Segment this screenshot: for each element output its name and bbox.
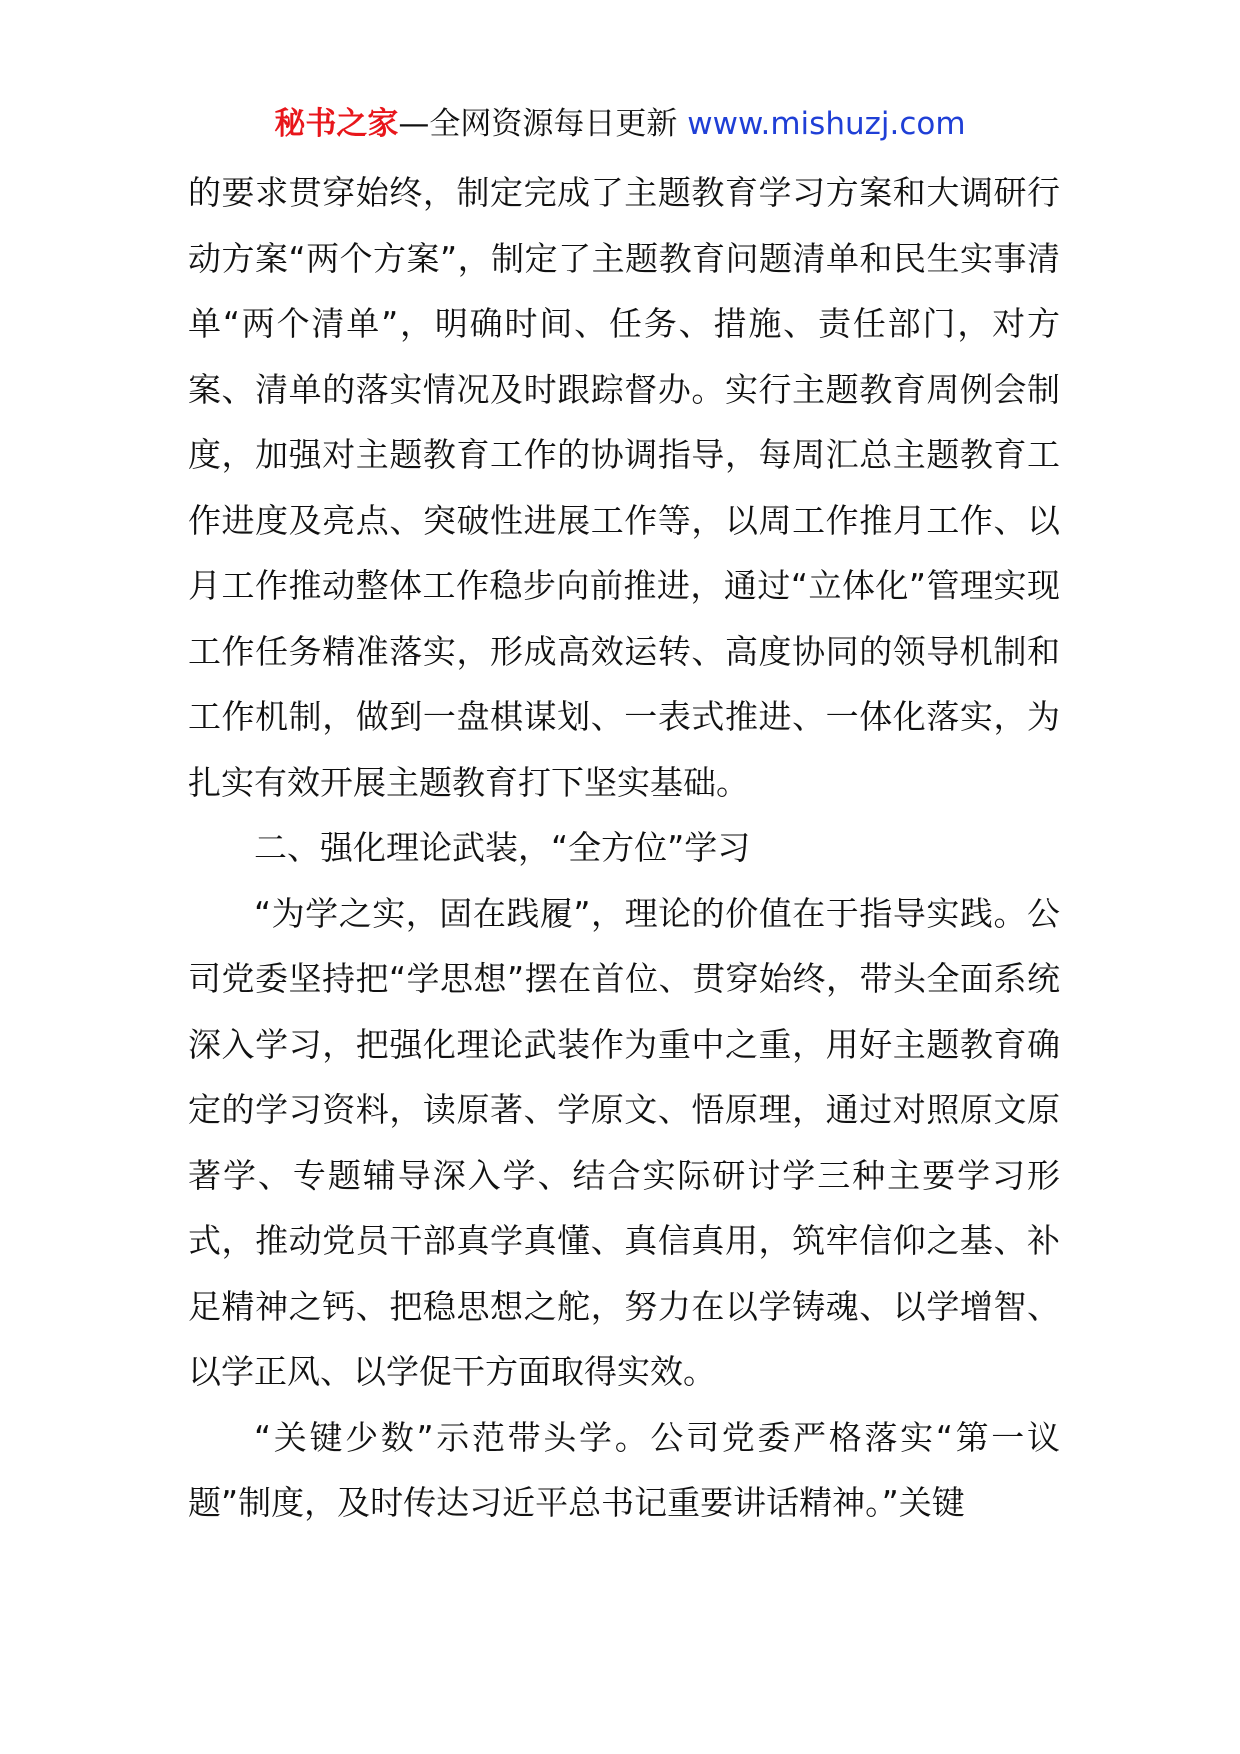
site-brand: 秘书之家 <box>274 106 399 142</box>
site-tagline: —全网资源每日更新 <box>398 106 678 142</box>
document-body <box>188 160 1060 1536</box>
body-paragraph-1: 的要求贯穿始终，制定完成了主题教育学习方案和大调研行动方案“两个方案”，制定了主题教育问题清单和民生实事清单“两个清单”，明确时间、任务、措施、责任部门，对方案、清单的落实情况及时跟踪督办。实行主题教育周例会制度，加强对主题教育工作的协调指导，每周汇总主题教育工作进度及亮点、突破性进展工作等，以周工作推月工作、以月工作推动整体工作稳步向前推进，通过“立体化”管理实现工作任务精准落实，形成高效运转、高度协同的领导机制和工作机制，做到一盘棋谋划、一表式推进、一体化落实，为扎实有效开展主题教育打下坚实基础。 <box>188 173 1060 802</box>
page-header <box>0 102 1240 146</box>
body-paragraph-3: “关键少数”示范带头学。公司党委严格落实“第一议题”制度，及时传达习近平总书记重要讲话精神。”关键 <box>188 1417 1060 1522</box>
section-heading: 二、强化理论武装，“全方位”学习 <box>254 828 751 867</box>
site-url-link[interactable]: www.mishuzj.com <box>687 106 966 142</box>
body-paragraph-2: “为学之实，固在践履”，理论的价值在于指导实践。公司党委坚持把“学思想”摆在首位、贯穿始终，带头全面系统深入学习，把强化理论武装作为重中之重，用好主题教育确定的学习资料，读原著、学原文、悟原理，通过对照原文原著学、专题辅导深入学、结合实际研讨学三种主要学习形式，推动党员干部真学真懂、真信真用，筑牢信仰之基、补足精神之钙、把稳思想之舵，努力在以学铸魂、以学增智、以学正风、以学促干方面取得实效。 <box>188 893 1060 1391</box>
